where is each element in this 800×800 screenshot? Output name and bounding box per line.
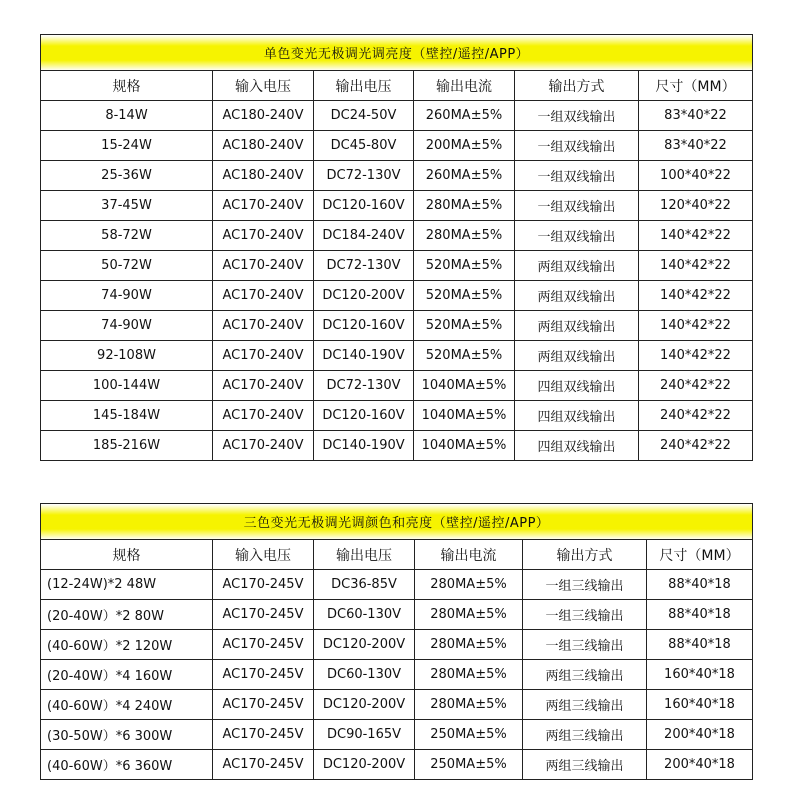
cell-size: 140*42*22 bbox=[639, 221, 753, 251]
cell-output-voltage: DC72-130V bbox=[314, 371, 414, 401]
cell-size: 100*40*22 bbox=[639, 161, 753, 191]
table-row bbox=[41, 660, 753, 690]
cell-input-voltage: AC170-240V bbox=[213, 311, 314, 341]
cell-spec: 50-72W bbox=[41, 251, 213, 281]
cell-output-voltage: DC120-160V bbox=[314, 311, 414, 341]
cell-size: 88*40*18 bbox=[647, 630, 753, 660]
cell-output-current: 520MA±5% bbox=[414, 251, 515, 281]
cell-output-current: 250MA±5% bbox=[415, 720, 523, 750]
table-title: 三色变光无极调光调颜色和亮度（壁控/遥控/APP） bbox=[41, 504, 753, 540]
header-input-voltage: 输入电压 bbox=[213, 540, 314, 570]
table-row bbox=[41, 431, 753, 461]
table-row bbox=[41, 281, 753, 311]
cell-output-mode: 四组双线输出 bbox=[515, 371, 639, 401]
cell-size: 140*42*22 bbox=[639, 251, 753, 281]
cell-spec: (40-60W）*4 240W bbox=[41, 690, 213, 720]
cell-size: 83*40*22 bbox=[639, 101, 753, 131]
cell-output-current: 280MA±5% bbox=[415, 660, 523, 690]
cell-output-mode: 一组三线输出 bbox=[523, 630, 647, 660]
cell-size: 140*42*22 bbox=[639, 341, 753, 371]
cell-size: 200*40*18 bbox=[647, 750, 753, 780]
table-row bbox=[41, 221, 753, 251]
cell-output-current: 260MA±5% bbox=[414, 161, 515, 191]
single-color-table-body bbox=[41, 35, 753, 461]
cell-size: 120*40*22 bbox=[639, 191, 753, 221]
cell-spec: (20-40W）*4 160W bbox=[41, 660, 213, 690]
cell-input-voltage: AC170-240V bbox=[213, 371, 314, 401]
cell-output-current: 280MA±5% bbox=[414, 221, 515, 251]
cell-size: 160*40*18 bbox=[647, 660, 753, 690]
table-row bbox=[41, 101, 753, 131]
table-row bbox=[41, 750, 753, 780]
table-row bbox=[41, 311, 753, 341]
header-output-current: 输出电流 bbox=[415, 540, 523, 570]
cell-output-mode: 一组双线输出 bbox=[515, 191, 639, 221]
table-row bbox=[41, 371, 753, 401]
cell-output-voltage: DC90-165V bbox=[314, 720, 415, 750]
cell-input-voltage: AC170-240V bbox=[213, 281, 314, 311]
table-header-row bbox=[41, 540, 753, 570]
single-color-spec-table bbox=[40, 34, 753, 461]
cell-size: 140*42*22 bbox=[639, 311, 753, 341]
cell-input-voltage: AC170-240V bbox=[213, 401, 314, 431]
table-row bbox=[41, 131, 753, 161]
cell-input-voltage: AC180-240V bbox=[213, 131, 314, 161]
cell-input-voltage: AC170-245V bbox=[213, 690, 314, 720]
cell-output-current: 280MA±5% bbox=[415, 630, 523, 660]
cell-spec: (20-40W）*2 80W bbox=[41, 600, 213, 630]
cell-output-voltage: DC24-50V bbox=[314, 101, 414, 131]
cell-input-voltage: AC170-240V bbox=[213, 251, 314, 281]
cell-output-current: 1040MA±5% bbox=[414, 431, 515, 461]
cell-output-current: 1040MA±5% bbox=[414, 371, 515, 401]
cell-size: 240*42*22 bbox=[639, 431, 753, 461]
cell-output-voltage: DC72-130V bbox=[314, 251, 414, 281]
tri-color-spec-table bbox=[40, 503, 753, 780]
cell-input-voltage: AC170-245V bbox=[213, 630, 314, 660]
cell-spec: (40-60W）*6 360W bbox=[41, 750, 213, 780]
header-output-mode: 输出方式 bbox=[523, 540, 647, 570]
cell-output-mode: 四组双线输出 bbox=[515, 431, 639, 461]
table-row bbox=[41, 720, 753, 750]
table-title-row bbox=[41, 504, 753, 540]
table-row bbox=[41, 191, 753, 221]
cell-spec: 74-90W bbox=[41, 281, 213, 311]
header-output-mode: 输出方式 bbox=[515, 71, 639, 101]
cell-size: 88*40*18 bbox=[647, 570, 753, 600]
cell-size: 240*42*22 bbox=[639, 371, 753, 401]
cell-input-voltage: AC180-240V bbox=[213, 161, 314, 191]
table-title-row bbox=[41, 35, 753, 71]
cell-spec: 15-24W bbox=[41, 131, 213, 161]
cell-output-voltage: DC45-80V bbox=[314, 131, 414, 161]
table-row bbox=[41, 570, 753, 600]
cell-spec: 74-90W bbox=[41, 311, 213, 341]
cell-spec: 100-144W bbox=[41, 371, 213, 401]
cell-output-mode: 一组双线输出 bbox=[515, 101, 639, 131]
table-row bbox=[41, 690, 753, 720]
cell-output-mode: 两组三线输出 bbox=[523, 720, 647, 750]
cell-output-voltage: DC184-240V bbox=[314, 221, 414, 251]
cell-output-current: 280MA±5% bbox=[415, 690, 523, 720]
table-title: 单色变光无极调光调亮度（壁控/遥控/APP） bbox=[41, 35, 753, 71]
cell-spec: (12-24W)*2 48W bbox=[41, 570, 213, 600]
cell-spec: 58-72W bbox=[41, 221, 213, 251]
cell-output-current: 520MA±5% bbox=[414, 341, 515, 371]
cell-output-mode: 一组双线输出 bbox=[515, 161, 639, 191]
cell-output-voltage: DC140-190V bbox=[314, 341, 414, 371]
header-size: 尺寸（MM） bbox=[647, 540, 753, 570]
cell-output-current: 250MA±5% bbox=[415, 750, 523, 780]
cell-input-voltage: AC170-245V bbox=[213, 720, 314, 750]
cell-output-mode: 两组双线输出 bbox=[515, 341, 639, 371]
cell-spec: 145-184W bbox=[41, 401, 213, 431]
cell-output-current: 200MA±5% bbox=[414, 131, 515, 161]
cell-spec: 92-108W bbox=[41, 341, 213, 371]
table-row bbox=[41, 161, 753, 191]
header-output-voltage: 输出电压 bbox=[314, 540, 415, 570]
cell-output-voltage: DC120-160V bbox=[314, 401, 414, 431]
cell-output-mode: 两组三线输出 bbox=[523, 750, 647, 780]
cell-output-mode: 两组双线输出 bbox=[515, 311, 639, 341]
cell-input-voltage: AC170-240V bbox=[213, 221, 314, 251]
cell-output-voltage: DC60-130V bbox=[314, 660, 415, 690]
cell-spec: 25-36W bbox=[41, 161, 213, 191]
table-row bbox=[41, 251, 753, 281]
header-input-voltage: 输入电压 bbox=[213, 71, 314, 101]
table-row bbox=[41, 341, 753, 371]
cell-output-current: 260MA±5% bbox=[414, 101, 515, 131]
cell-size: 83*40*22 bbox=[639, 131, 753, 161]
cell-input-voltage: AC170-240V bbox=[213, 191, 314, 221]
cell-output-current: 280MA±5% bbox=[415, 600, 523, 630]
cell-spec: 185-216W bbox=[41, 431, 213, 461]
cell-spec: (40-60W）*2 120W bbox=[41, 630, 213, 660]
cell-output-current: 280MA±5% bbox=[415, 570, 523, 600]
cell-input-voltage: AC170-245V bbox=[213, 660, 314, 690]
cell-output-mode: 两组三线输出 bbox=[523, 660, 647, 690]
cell-output-voltage: DC36-85V bbox=[314, 570, 415, 600]
cell-output-voltage: DC120-160V bbox=[314, 191, 414, 221]
cell-output-current: 1040MA±5% bbox=[414, 401, 515, 431]
cell-size: 88*40*18 bbox=[647, 600, 753, 630]
cell-output-current: 280MA±5% bbox=[414, 191, 515, 221]
cell-input-voltage: AC170-245V bbox=[213, 750, 314, 780]
cell-output-mode: 两组双线输出 bbox=[515, 281, 639, 311]
cell-input-voltage: AC170-240V bbox=[213, 431, 314, 461]
cell-output-voltage: DC140-190V bbox=[314, 431, 414, 461]
header-output-voltage: 输出电压 bbox=[314, 71, 414, 101]
cell-output-voltage: DC120-200V bbox=[314, 690, 415, 720]
cell-spec: 8-14W bbox=[41, 101, 213, 131]
header-spec: 规格 bbox=[41, 71, 213, 101]
cell-output-voltage: DC120-200V bbox=[314, 630, 415, 660]
cell-output-voltage: DC120-200V bbox=[314, 750, 415, 780]
cell-input-voltage: AC170-245V bbox=[213, 570, 314, 600]
header-size: 尺寸（MM） bbox=[639, 71, 753, 101]
cell-size: 200*40*18 bbox=[647, 720, 753, 750]
cell-output-mode: 一组双线输出 bbox=[515, 221, 639, 251]
cell-output-mode: 四组双线输出 bbox=[515, 401, 639, 431]
cell-output-mode: 一组双线输出 bbox=[515, 131, 639, 161]
cell-input-voltage: AC170-240V bbox=[213, 341, 314, 371]
header-output-current: 输出电流 bbox=[414, 71, 515, 101]
cell-size: 160*40*18 bbox=[647, 690, 753, 720]
cell-output-mode: 两组三线输出 bbox=[523, 690, 647, 720]
cell-output-mode: 一组三线输出 bbox=[523, 600, 647, 630]
cell-output-current: 520MA±5% bbox=[414, 281, 515, 311]
cell-input-voltage: AC180-240V bbox=[213, 101, 314, 131]
cell-output-current: 520MA±5% bbox=[414, 311, 515, 341]
table-row bbox=[41, 630, 753, 660]
cell-output-mode: 一组三线输出 bbox=[523, 570, 647, 600]
cell-size: 240*42*22 bbox=[639, 401, 753, 431]
table-header-row bbox=[41, 71, 753, 101]
cell-output-mode: 两组双线输出 bbox=[515, 251, 639, 281]
cell-spec: (30-50W）*6 300W bbox=[41, 720, 213, 750]
cell-output-voltage: DC72-130V bbox=[314, 161, 414, 191]
header-spec: 规格 bbox=[41, 540, 213, 570]
cell-size: 140*42*22 bbox=[639, 281, 753, 311]
table-row bbox=[41, 401, 753, 431]
table-row bbox=[41, 600, 753, 630]
cell-input-voltage: AC170-245V bbox=[213, 600, 314, 630]
cell-spec: 37-45W bbox=[41, 191, 213, 221]
tri-color-table-body bbox=[41, 504, 753, 780]
cell-output-voltage: DC120-200V bbox=[314, 281, 414, 311]
cell-output-voltage: DC60-130V bbox=[314, 600, 415, 630]
